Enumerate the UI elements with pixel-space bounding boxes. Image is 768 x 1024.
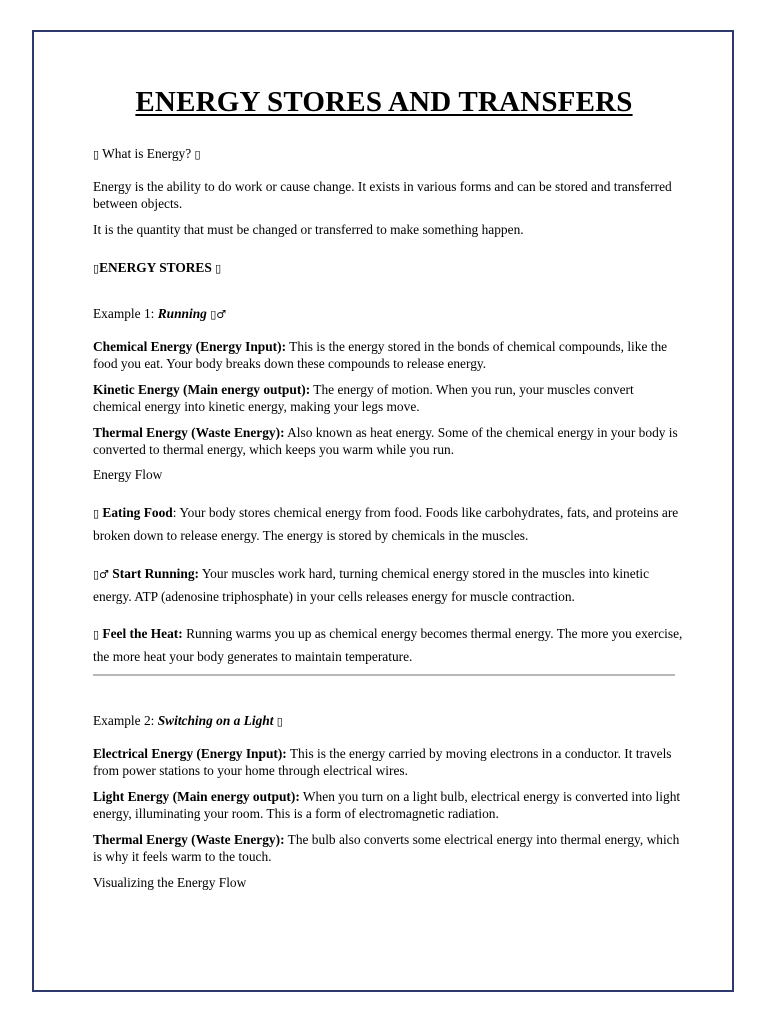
document-title: ENERGY STORES AND TRANSFERS (135, 86, 633, 118)
emoji-placeholder-icon: ▯ (93, 148, 100, 161)
term: Chemical Energy (Energy Input): (93, 339, 287, 354)
runner-icon: ▯♂ (210, 308, 227, 321)
term: Eating Food (102, 505, 173, 520)
section-divider (93, 674, 675, 676)
food-icon: ▯ (93, 507, 100, 520)
runner-icon: ▯♂ (93, 568, 109, 581)
term: Thermal Energy (Waste Energy): (93, 425, 285, 440)
heading-text: ENERGY STORES (99, 260, 212, 275)
term: Electrical Energy (Energy Input): (93, 746, 287, 761)
light-energy-item (93, 788, 683, 822)
thermal-energy-item (93, 424, 683, 458)
emoji-placeholder-icon: ▯ (194, 148, 201, 161)
example-prefix: Example 1: (93, 306, 158, 321)
example-1-heading (93, 305, 683, 323)
definition-paragraph: Energy is the ability to do work or cause change. It exists in various forms and can be stored and transferred between objects. (93, 179, 672, 211)
quantity-paragraph: It is the quantity that must be changed or transferred to make something happen. (93, 222, 524, 237)
visualizing-flow-label: Visualizing the Energy Flow (93, 875, 247, 890)
description: The bulb also converts some electrical energy into thermal energy, which is why it feels warm to the touch. (93, 832, 680, 864)
energy-stores-heading (93, 259, 683, 277)
what-is-energy-heading (93, 145, 683, 163)
description: Your muscles work hard, turning chemical energy stored in the muscles into kinetic energy. ATP (adenosine triphosphate) in your cells releases energy for muscle contraction. (93, 566, 650, 604)
flow-step-heat (93, 623, 683, 668)
thermal-energy-item (93, 831, 683, 865)
description: Running warms you up as chemical energy becomes thermal energy. The more you exercise, the more heat your body generates to maintain temperature. (93, 626, 683, 664)
description: : Your body stores chemical energy from food. Foods like carbohydrates, fats, and proteins are broken down to release energy. The energy is stored by chemicals in the muscles. (93, 505, 679, 543)
energy-flow-label: Energy Flow (93, 467, 163, 482)
description: When you turn on a light bulb, electrical energy is converted into light energy, illuminating your room. This is a form of electromagnetic radiation. (93, 789, 681, 821)
electrical-energy-item (93, 745, 683, 779)
flow-step-running (93, 563, 683, 608)
description: The energy of motion. When you run, your muscles convert chemical energy into kinetic energy, making your legs move. (93, 382, 634, 414)
description: This is the energy carried by moving electrons in a conductor. It travels from power stations to your home through electrical wires. (93, 746, 672, 778)
heading-text: What is Energy? (102, 146, 192, 161)
chemical-energy-item (93, 338, 683, 372)
emoji-placeholder-icon: ▯ (215, 262, 222, 275)
term: Thermal Energy (Waste Energy): (93, 832, 285, 847)
example-subject: Running (157, 306, 207, 321)
term: Feel the Heat: (102, 626, 183, 641)
description: This is the energy stored in the bonds of chemical compounds, like the food you eat. Your body breaks down these compounds to release energy. (93, 339, 668, 371)
kinetic-energy-item (93, 381, 683, 415)
term: Light Energy (Main energy output): (93, 789, 300, 804)
term: Start Running: (112, 566, 199, 581)
fire-icon: ▯ (93, 628, 100, 641)
flow-step-eating (93, 502, 683, 547)
emoji-placeholder-icon: ▯ (93, 262, 100, 275)
term: Kinetic Energy (Main energy output): (93, 382, 311, 397)
example-2-heading (93, 712, 683, 730)
example-subject: Switching on a Light (157, 713, 274, 728)
description: Also known as heat energy. Some of the chemical energy in your body is converted to thermal energy, which keeps you warm while you run. (93, 425, 678, 457)
light-bulb-icon: ▯ (276, 715, 283, 728)
example-prefix: Example 2: (93, 713, 158, 728)
